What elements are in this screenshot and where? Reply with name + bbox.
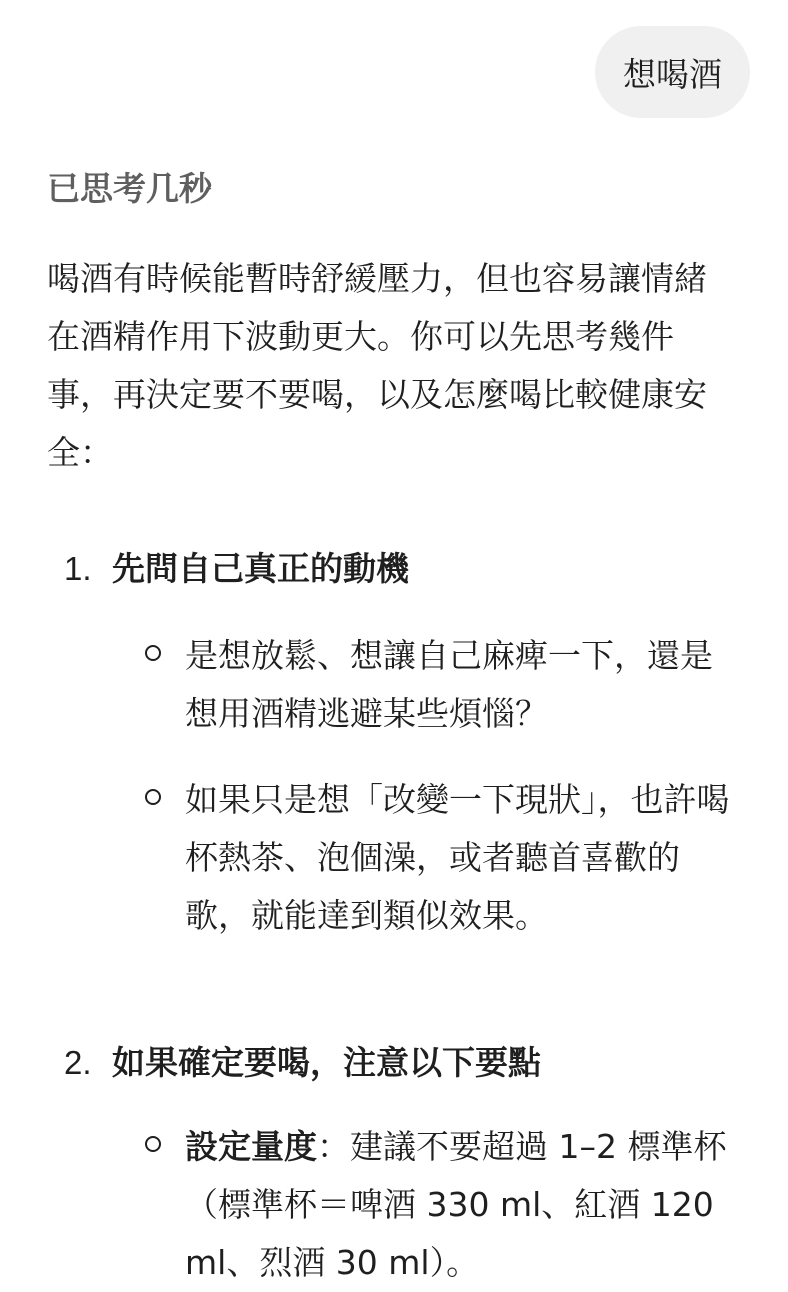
- list-item-text: 如果只是想「改變一下現狀」，也許喝杯熱茶、泡個澡，或者聽首喜歡的歌，就能達到類似效果。: [185, 780, 730, 935]
- list-item-text: 是想放鬆、想讓自己麻痺一下，還是想用酒精逃避某些煩惱？: [185, 636, 713, 733]
- user-message-bubble: [595, 26, 750, 118]
- hollow-bullet-icon: [145, 1136, 161, 1152]
- list-item-label: 設定量度: [185, 1127, 317, 1166]
- section-title: 如果確定要喝，注意以下要點: [112, 1043, 541, 1082]
- thinking-status[interactable]: 已思考几秒: [47, 169, 212, 208]
- section-heading-2: [64, 1037, 541, 1084]
- section-number: 1.: [64, 550, 92, 587]
- list-item-text: [185, 1118, 730, 1292]
- section-number: 2.: [64, 1044, 92, 1081]
- hollow-bullet-icon: [145, 645, 161, 661]
- section-title: 先問自己真正的動機: [112, 549, 409, 588]
- list-item: [145, 771, 730, 945]
- section-heading-1: [64, 543, 409, 590]
- list-item: [145, 627, 730, 743]
- list-item-body: ：建議不要超過 1–2 標準杯（標準杯＝啤酒 330 ml、紅酒 120 ml、烈酒 30 ml）。: [185, 1127, 727, 1282]
- user-message-text: 想喝酒: [623, 54, 722, 94]
- hollow-bullet-icon: [145, 789, 161, 805]
- list-item: [145, 1118, 730, 1292]
- response-intro: 喝酒有時候能暫時舒緩壓力，但也容易讓情緒在酒精作用下波動更大。你可以先思考幾件事，再決定要不要喝，以及怎麼喝比較健康安全：: [47, 259, 707, 472]
